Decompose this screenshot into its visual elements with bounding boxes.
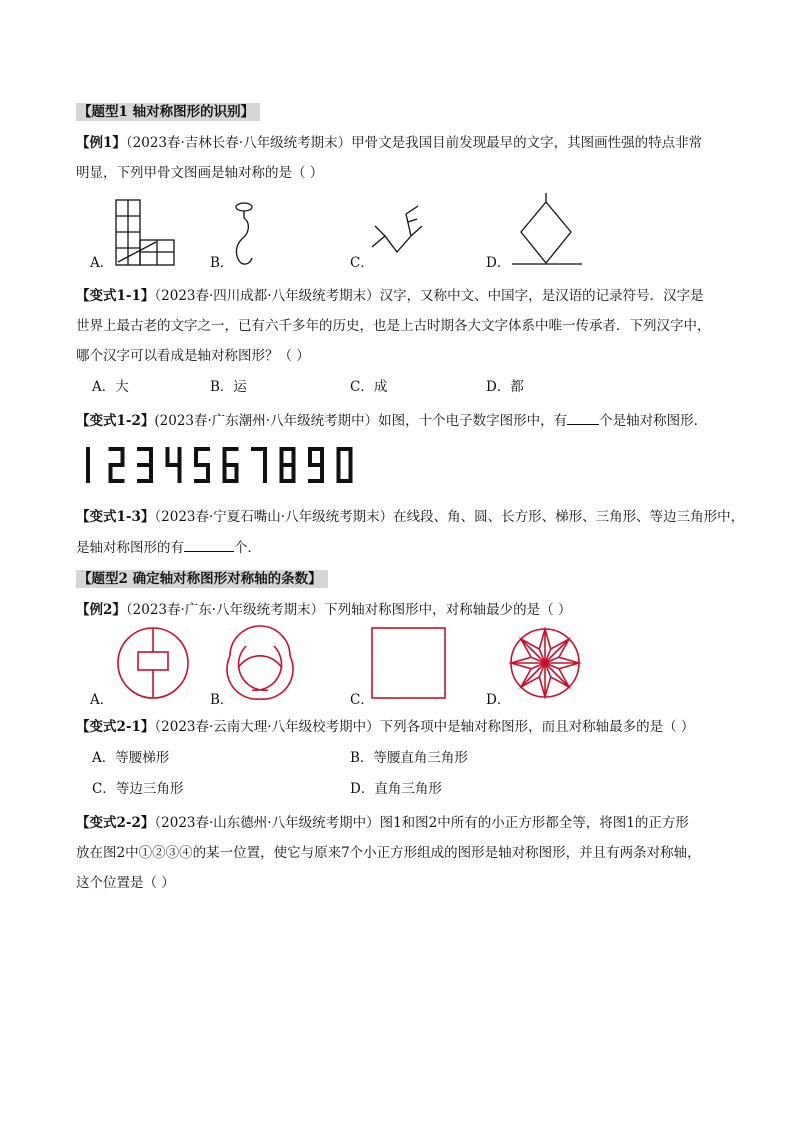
example-1-option-d: D． xyxy=(486,255,511,271)
variant-1-2-tag: 【变式1-2】 xyxy=(76,413,155,429)
example-2-tag: 【例2】 xyxy=(76,602,126,618)
trefoil-figure xyxy=(227,626,293,699)
example-2-text: （2023春·广东·八年级统考期末）下列轴对称图形中，对称轴最少的是（ ） xyxy=(125,602,572,618)
star-in-circle-figure xyxy=(511,629,579,697)
variant-2-1-line xyxy=(76,717,694,737)
section-2-label: 【题型2 确定轴对称图形对称轴的条数】 xyxy=(76,570,328,588)
variant-2-2-tag: 【变式2-2】 xyxy=(76,815,155,831)
variant-1-1-text-1: （2023春·四川成都·八年级统考期末）汉字，又称中文、中国字，是汉语的记录符号．汉字是 xyxy=(154,288,704,304)
variant-2-1-tag: 【变式2-1】 xyxy=(76,719,155,735)
example-2-option-d: D． xyxy=(486,692,511,708)
variant-2-2-line-3: 这个位置是（ ） xyxy=(76,875,175,891)
coin-figure xyxy=(118,628,188,698)
example-1-option-a: A． xyxy=(90,255,114,271)
variant-1-1-line-2: 世界上最古老的文字之一，已有六千多年的历史，也是上古时期各大文字体系中唯一传承者．下列汉字中， xyxy=(76,318,711,334)
variant-2-2-line-1 xyxy=(76,813,689,833)
example-1-line-2: 明显，下列甲骨文图画是轴对称的是（ ） xyxy=(76,165,324,181)
example-1-tag: 【例1】 xyxy=(76,135,126,151)
variant-1-1-line-3: 哪个汉字可以看成是轴对称图形？（ ） xyxy=(76,348,310,364)
example-1-option-b: B． xyxy=(210,255,234,271)
variant-1-3-tag: 【变式1-3】 xyxy=(76,509,155,525)
variant-1-1-option-b: B．运 xyxy=(210,379,247,395)
example-1-option-c: C． xyxy=(350,255,374,271)
variant-1-1-tag: 【变式1-1】 xyxy=(76,288,155,304)
variant-2-2-line-2: 放在图2中①②③④的某一位置，使它与原来7个小正方形组成的图形是轴对称图形，并且有两条对称轴， xyxy=(76,845,701,861)
example-2-option-c: C． xyxy=(350,692,374,708)
section-1-label: 【题型1 轴对称图形的识别】 xyxy=(76,103,260,121)
variant-1-1-option-d: D．都 xyxy=(486,379,524,395)
variant-2-1-option-c: C．等边三角形 xyxy=(92,781,184,797)
square-figure xyxy=(372,628,445,698)
variant-1-2-text-after: 个是轴对称图形． xyxy=(599,413,708,429)
variant-1-2-text-before: (2023春·广东潮州·八年级统考期中）如图，十个电子数字图形中，有 xyxy=(154,413,568,429)
variant-2-1-option-a: A．等腰梯形 xyxy=(92,750,170,766)
variant-2-1-option-d: D．直角三角形 xyxy=(350,781,442,797)
variant-2-1-text: （2023春·云南大理·八年级校考期中）下列各项中是轴对称图形，而且对称轴最多的是（ ） xyxy=(154,719,695,735)
example-1-text-1: （2023春·吉林长春·八年级统考期末）甲骨文是我国目前发现最早的文字，其图画性强的特点非常 xyxy=(125,135,703,151)
variant-1-1-option-a: A．大 xyxy=(92,379,129,395)
variant-1-3-text-before: 是轴对称图形的有 xyxy=(76,540,184,556)
variant-2-2-text-1: （2023春·山东德州·八年级统考期中）图1和图2中所有的小正方形都全等，将图1的正方形 xyxy=(154,815,689,831)
variant-2-1-option-b: B．等腰直角三角形 xyxy=(350,750,468,766)
example-2-option-a: A． xyxy=(90,692,114,708)
variant-1-3-text-after: 个． xyxy=(234,540,261,556)
variant-1-1-option-c: C．成 xyxy=(350,379,388,395)
example-2-option-b: B． xyxy=(210,692,234,708)
variant-1-3-text-1: （2023春·宁夏石嘴山·八年级统考期末）在线段、角、圆、长方形、梯形、三角形、等边三角形中， xyxy=(154,509,745,525)
